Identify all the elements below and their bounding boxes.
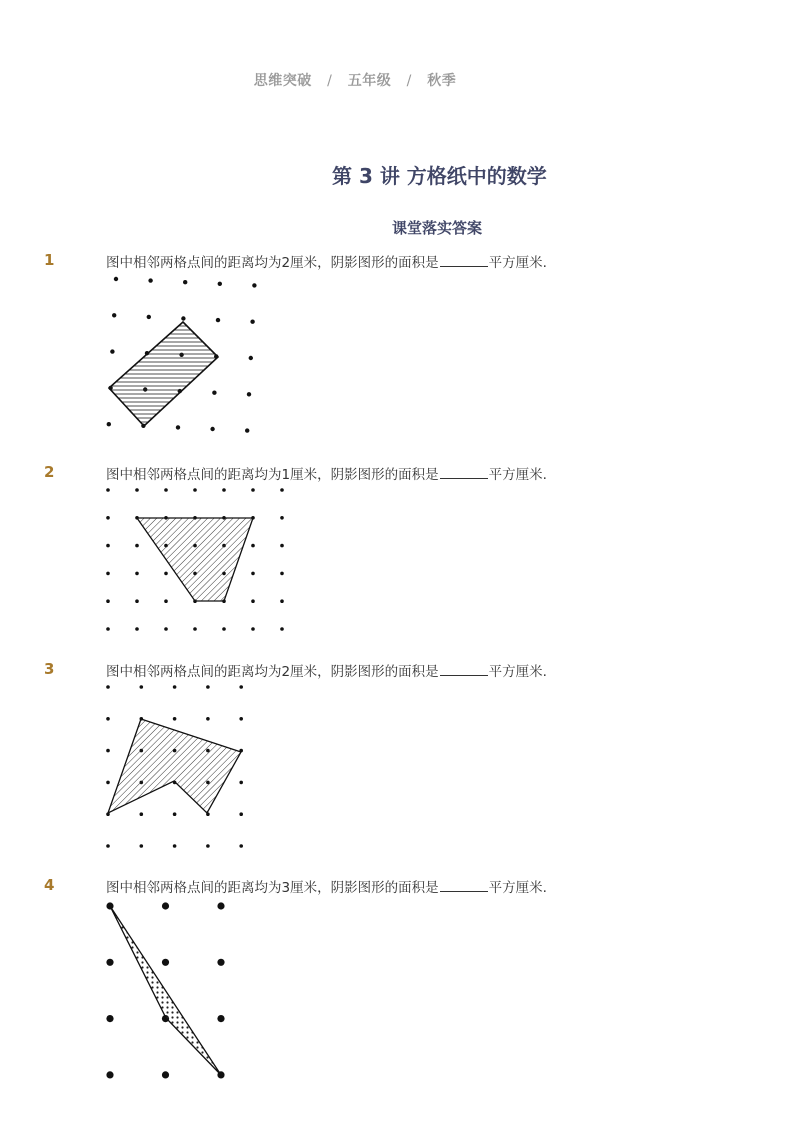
grid-dot <box>135 599 139 603</box>
grid-dot <box>239 685 243 689</box>
grid-dot <box>140 685 144 689</box>
grid-dot <box>239 781 243 785</box>
grid-dot <box>173 685 177 689</box>
grid-dot <box>164 599 168 603</box>
figure-4-shaded-shape <box>110 906 221 1075</box>
grid-dot <box>106 749 110 753</box>
grid-dot <box>173 717 177 721</box>
grid-dot <box>218 282 222 286</box>
grid-dot <box>148 278 152 282</box>
grid-dot <box>239 812 243 816</box>
grid-dot <box>280 544 284 548</box>
figure-1 <box>107 277 257 433</box>
grid-dot <box>106 1071 113 1078</box>
grid-dot <box>106 599 110 603</box>
question-1-prompt: 图中相邻两格点间的距离均为2厘米，阴影图形的面积是 <box>106 255 439 271</box>
grid-dot <box>217 902 224 909</box>
section-title: 课堂落实答案 <box>392 219 483 237</box>
grid-dot <box>135 544 139 548</box>
grid-dot <box>106 844 110 848</box>
question-2-number: 2 <box>44 463 55 481</box>
figure-2 <box>106 488 284 631</box>
grid-dot <box>250 320 254 324</box>
grid-dot <box>251 488 255 492</box>
question-2-unit: 平方厘米. <box>488 467 547 483</box>
grid-dot <box>147 315 151 319</box>
grid-dot <box>106 488 110 492</box>
grid-dot <box>164 572 168 576</box>
grid-dot <box>135 488 139 492</box>
grid-dot <box>173 844 177 848</box>
grid-dot <box>106 1015 113 1022</box>
grid-dot <box>247 392 251 396</box>
question-3-number: 3 <box>44 660 55 678</box>
header-grade: 五年级 <box>347 73 392 89</box>
grid-dot <box>164 627 168 631</box>
grid-dot <box>162 959 169 966</box>
grid-dot <box>164 488 168 492</box>
grid-dot <box>251 572 255 576</box>
grid-dot <box>206 685 210 689</box>
grid-dot <box>239 844 243 848</box>
grid-dot <box>280 572 284 576</box>
question-3-prompt: 图中相邻两格点间的距离均为2厘米，阴影图形的面积是 <box>106 664 439 680</box>
grid-dot <box>280 599 284 603</box>
grid-dot <box>114 277 118 281</box>
grid-dot <box>280 516 284 520</box>
grid-dot <box>106 544 110 548</box>
grid-dot <box>181 316 185 320</box>
grid-dot <box>140 844 144 848</box>
grid-dot <box>162 1071 169 1078</box>
header-season: 秋季 <box>427 73 457 89</box>
grid-dot <box>162 902 169 909</box>
grid-dot <box>193 488 197 492</box>
grid-dot <box>135 627 139 631</box>
grid-dot <box>106 572 110 576</box>
grid-dot <box>176 425 180 429</box>
figure-2-shaded-shape <box>137 518 253 601</box>
question-4-number: 4 <box>44 876 55 894</box>
grid-dot <box>106 959 113 966</box>
grid-dot <box>140 812 144 816</box>
question-2-prompt: 图中相邻两格点间的距离均为1厘米，阴影图形的面积是 <box>106 467 439 483</box>
header-separator: / <box>327 73 333 89</box>
grid-dot <box>135 572 139 576</box>
question-3-unit: 平方厘米. <box>488 664 547 680</box>
grid-dot <box>206 844 210 848</box>
figure-4 <box>106 902 224 1078</box>
grid-dot <box>251 599 255 603</box>
grid-dot <box>106 781 110 785</box>
grid-dot <box>239 717 243 721</box>
question-4-prompt: 图中相邻两格点间的距离均为3厘米，阴影图形的面积是 <box>106 880 439 896</box>
grid-dot <box>193 627 197 631</box>
question-1-number: 1 <box>44 251 55 269</box>
grid-dot <box>107 422 111 426</box>
grid-dot <box>173 812 177 816</box>
grid-dot <box>210 427 214 431</box>
grid-dot <box>106 717 110 721</box>
grid-dot <box>280 488 284 492</box>
grid-dot <box>212 391 216 395</box>
grid-dot <box>252 283 256 287</box>
question-1-unit: 平方厘米. <box>488 255 547 271</box>
figure-3 <box>106 685 243 848</box>
figure-1-shaded-shape <box>109 322 218 426</box>
figure-3-shaded-shape <box>108 719 241 813</box>
grid-dot <box>106 516 110 520</box>
grid-dot <box>245 428 249 432</box>
grid-dot <box>216 318 220 322</box>
grid-dot <box>251 544 255 548</box>
grid-dot <box>217 1015 224 1022</box>
question-4-unit: 平方厘米. <box>488 880 547 896</box>
grid-dot <box>251 627 255 631</box>
grid-dot <box>249 356 253 360</box>
grid-dot <box>106 627 110 631</box>
grid-dot <box>112 313 116 317</box>
grid-dot <box>110 349 114 353</box>
grid-dot <box>183 280 187 284</box>
grid-dot <box>206 717 210 721</box>
header-subject: 思维突破 <box>253 73 312 89</box>
lecture-title: 第 3 讲 方格纸中的数学 <box>332 164 547 188</box>
grid-dot <box>280 627 284 631</box>
header-separator: / <box>406 73 412 89</box>
grid-dot <box>222 627 226 631</box>
grid-dot <box>222 488 226 492</box>
grid-dot <box>106 685 110 689</box>
grid-dot <box>217 959 224 966</box>
